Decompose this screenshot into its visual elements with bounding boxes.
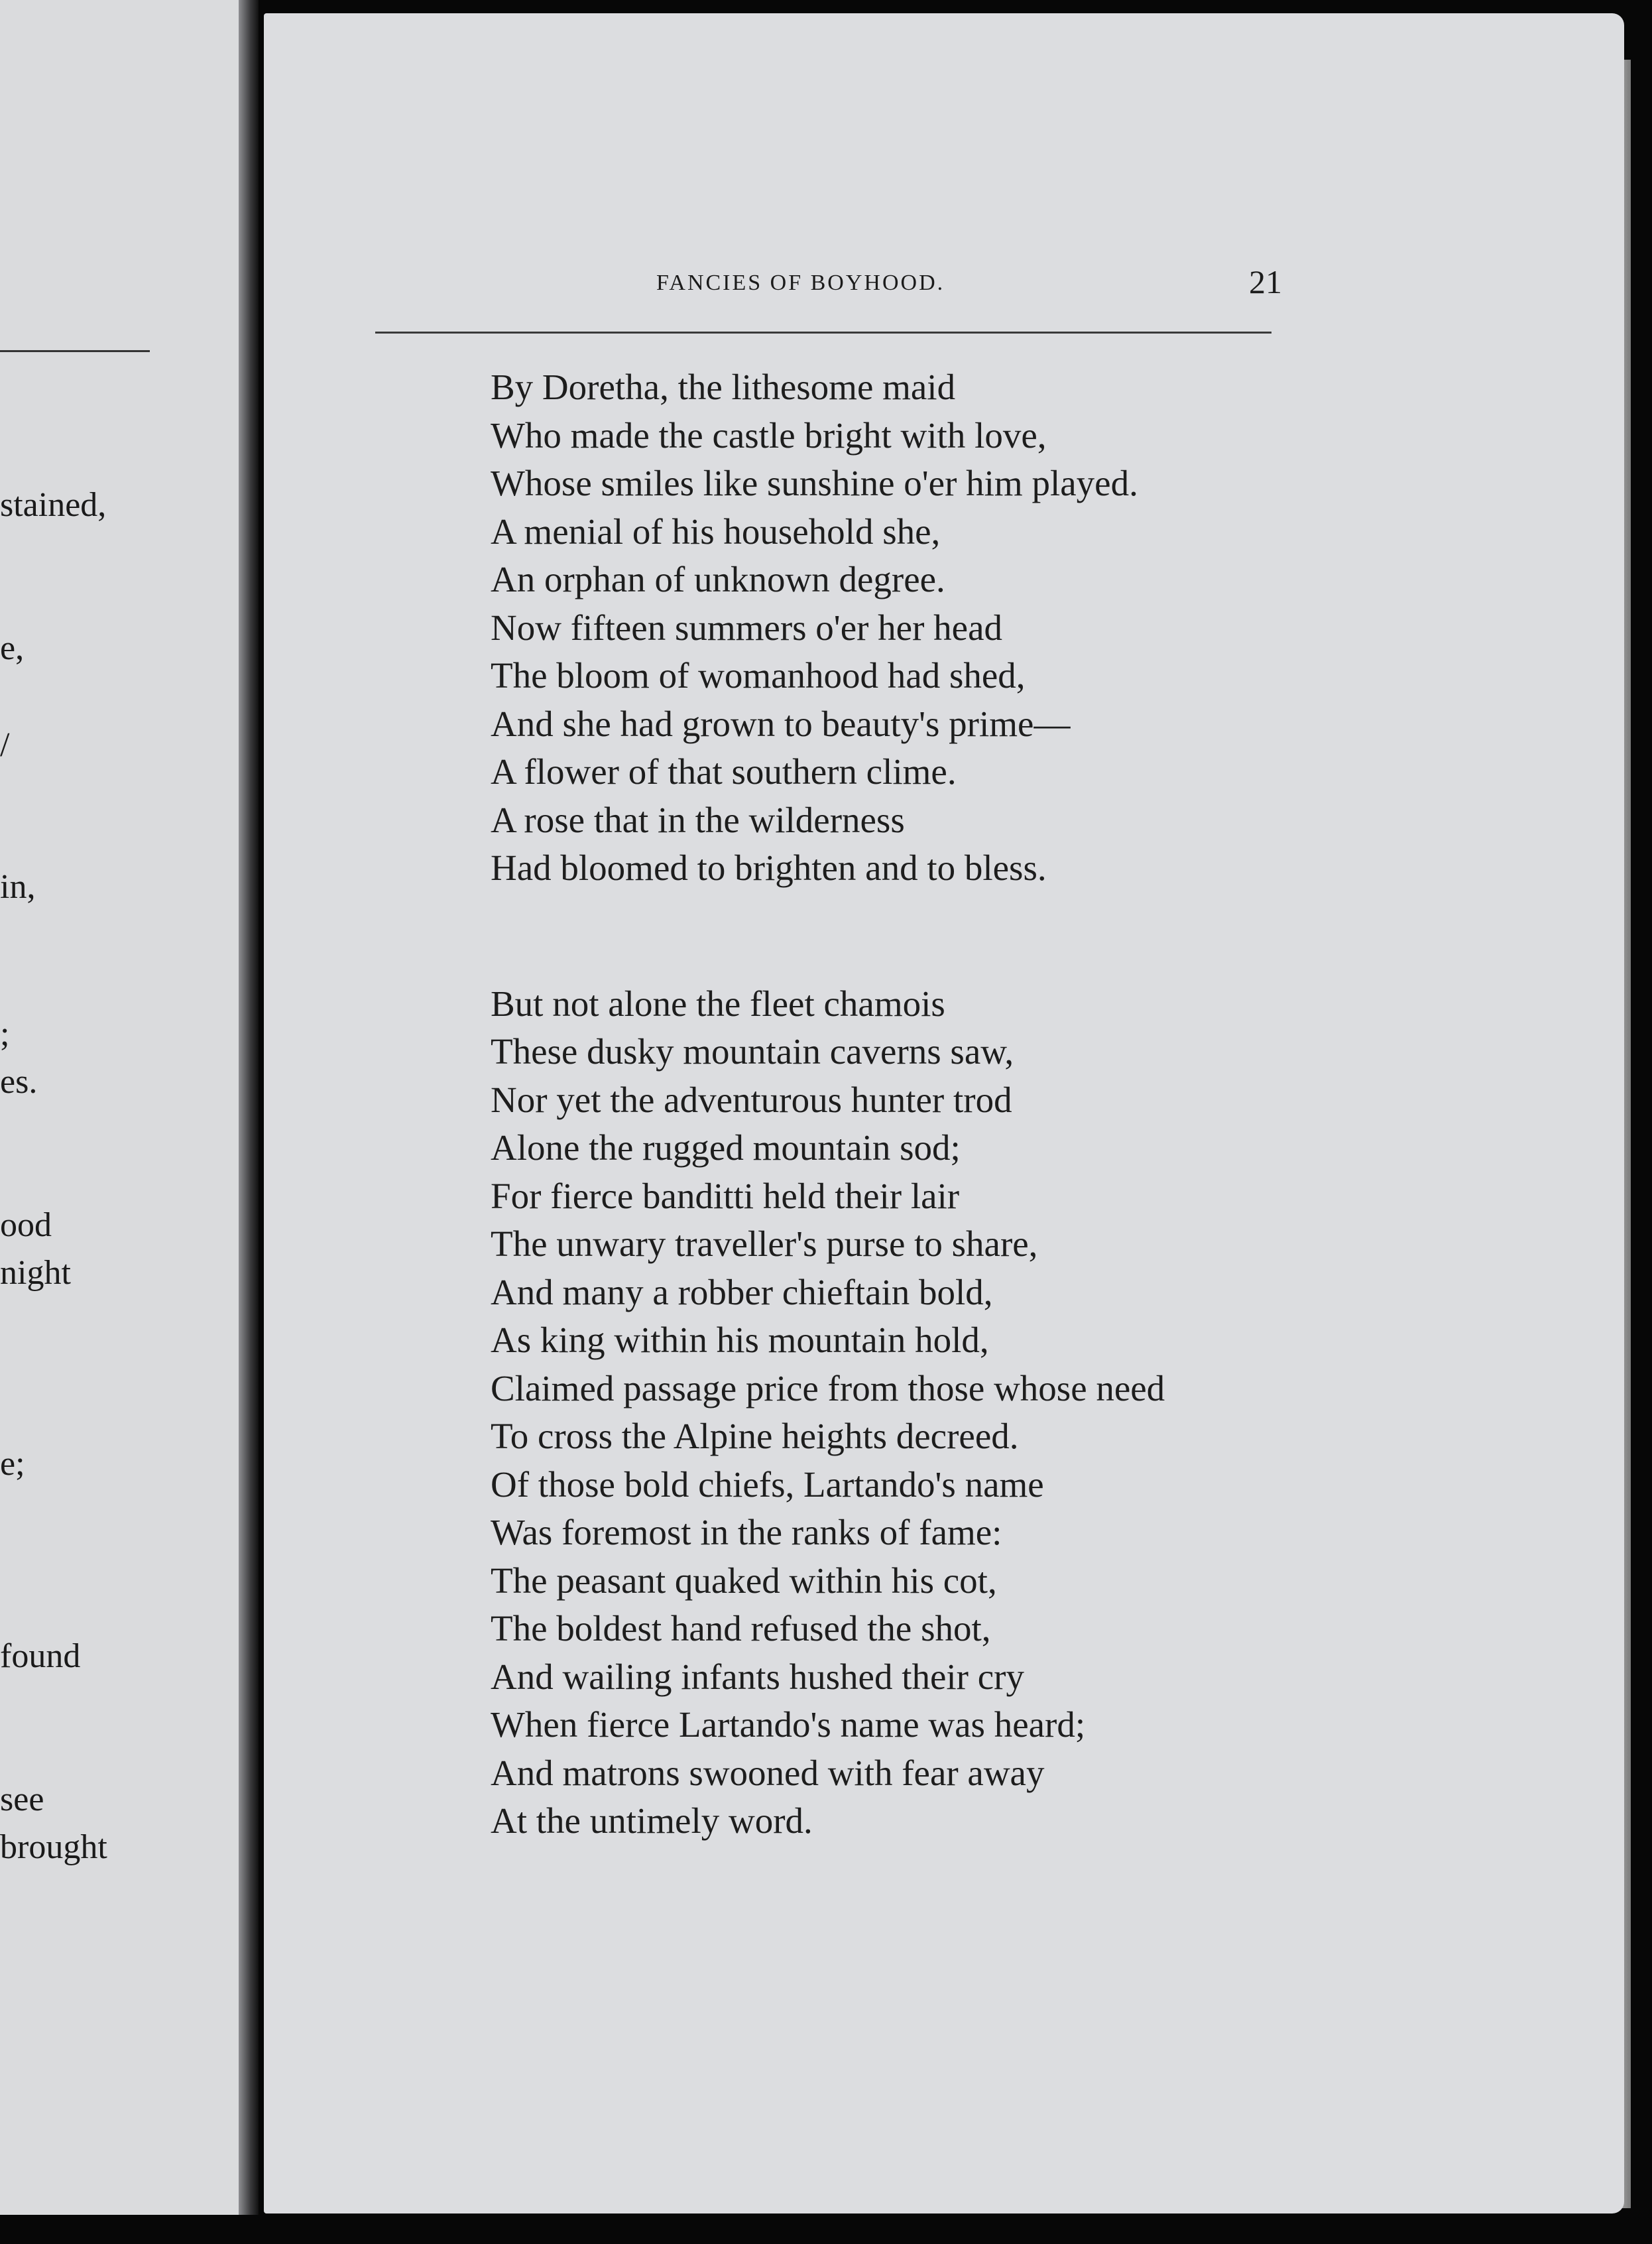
left-page-fragment: found (0, 1637, 81, 1675)
stanza-1 (491, 363, 1165, 893)
verse-line: A menial of his household she, (491, 511, 941, 552)
verse-line: When fierce Lartando's name was heard; (491, 1704, 1086, 1745)
verse-line: The peasant quaked within his cot, (491, 1560, 997, 1601)
verse-line: The bloom of womanhood had shed, (491, 655, 1026, 696)
stanza-2 (491, 980, 1165, 1845)
verse-line: As king within his mountain hold, (491, 1320, 989, 1360)
left-page-fragment: ood (0, 1206, 52, 1244)
left-page (0, 0, 239, 2215)
verse-line: These dusky mountain caverns saw, (491, 1031, 1014, 1072)
verse-line: Was foremost in the ranks of fame: (491, 1512, 1002, 1552)
left-page-fragment: see (0, 1780, 44, 1818)
verse-line: And she had grown to beauty's prime— (491, 703, 1071, 744)
verse-line: But not alone the fleet chamois (491, 983, 945, 1024)
verse-line: Who made the castle bright with love, (491, 414, 1047, 456)
verse-line: Nor yet the adventurous hunter trod (491, 1079, 1012, 1120)
verse-line: A flower of that southern clime. (491, 751, 957, 792)
left-page-fragment: e, (0, 629, 25, 667)
verse-line: The boldest hand refused the shot, (491, 1608, 991, 1649)
verse-line: To cross the Alpine heights decreed. (491, 1416, 1019, 1456)
left-page-fragment: brought (0, 1828, 107, 1866)
left-page-fragment: e; (0, 1445, 25, 1483)
poem-body (491, 363, 1165, 1845)
left-page-fragment: night (0, 1254, 71, 1292)
verse-line: Claimed passage price from those whose need (491, 1367, 1165, 1408)
verse-line: At the untimely word. (491, 1800, 813, 1841)
verse-line: The unwary traveller's purse to share, (491, 1223, 1038, 1264)
left-page-rule (0, 350, 150, 352)
verse-line: A rose that in the wilderness (491, 799, 905, 840)
verse-line: Had bloomed to brighten and to bless. (491, 847, 1047, 888)
verse-line: And wailing infants hushed their cry (491, 1656, 1024, 1697)
book-gutter (239, 0, 259, 2215)
verse-line: And many a robber chieftain bold, (491, 1271, 993, 1312)
stanza-break (491, 893, 1165, 980)
left-page-fragment: es. (0, 1063, 38, 1101)
running-head: FANCIES OF BOYHOOD. (656, 271, 945, 295)
left-page-fragment: ; (0, 1015, 10, 1053)
verse-line: Alone the rugged mountain sod; (491, 1127, 961, 1168)
left-page-fragment: in, (0, 868, 36, 906)
left-page-fragment: / (0, 726, 10, 764)
page-number: 21 (1249, 263, 1282, 300)
left-page-fragment: stained, (0, 486, 107, 524)
verse-line: An orphan of unknown degree. (491, 559, 945, 599)
verse-line: By Doretha, the lithesome maid (491, 367, 956, 407)
verse-line: Whose smiles like sunshine o'er him played. (491, 463, 1138, 503)
verse-line: Now fifteen summers o'er her head (491, 607, 1002, 648)
verse-line: And matrons swooned with fear away (491, 1752, 1045, 1793)
verse-line: Of those bold chiefs, Lartando's name (491, 1464, 1044, 1505)
header-rule (375, 332, 1271, 334)
verse-line: For fierce banditti held their lair (491, 1175, 960, 1216)
